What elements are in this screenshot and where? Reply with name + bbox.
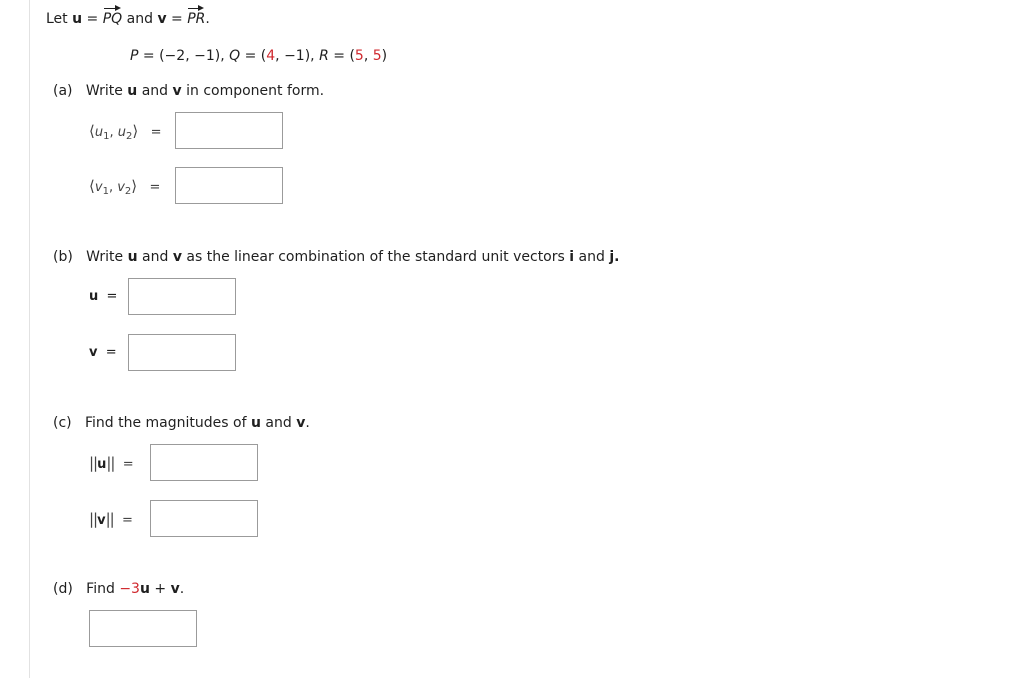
point-p-label: P [130,48,139,64]
part-b-tag: (b) [53,249,73,265]
point-q-value: (4, −1), [260,48,315,64]
part-b-row2-label: v = [89,345,117,360]
part-b-text-mid: as the linear combination of the standard unit vectors [186,249,565,265]
part-d-coefficient: −3 [119,581,140,597]
part-c-and: and [265,415,292,431]
vector-pq: PQ [102,11,123,27]
part-c-prompt [53,414,310,432]
part-b-i: i [569,249,575,265]
intro-equals: = [86,11,99,27]
points-definition [130,47,387,65]
part-d-v: v [170,581,180,597]
part-c-v: v [296,415,306,431]
part-b-v: v [172,249,182,265]
part-d-text-pre: Find [86,581,115,597]
intro-equals-2: = [171,11,183,27]
part-d-u: u [139,581,150,597]
point-r-y: 5 [372,48,382,64]
part-a-row2-label: $⟨v_1$, $v_2⟩$ = [89,177,161,197]
intro-and: and [126,11,153,27]
part-c-u: u [250,415,261,431]
part-a-row1-equals: = [150,125,162,140]
point-p-value: (−2, −1), [159,48,225,64]
part-b-and: and [142,249,169,265]
intro-v: v [157,11,167,27]
answer-input-v-magnitude[interactable] [150,500,258,537]
part-c-period: . [305,415,310,431]
part-c-row2-label: ||v|| = [89,510,133,528]
part-b-j: j [609,249,615,265]
answer-input-v-components[interactable] [175,167,283,204]
part-d-period: . [179,581,185,597]
intro-period: . [205,11,210,27]
part-a-prompt [53,82,324,100]
part-a-tag: (a) [53,83,73,99]
part-a-text-post: in component form. [186,83,325,99]
part-a-u: u [127,83,138,99]
part-a-row2-equals: = [149,180,161,195]
point-q-x: 4 [266,48,276,64]
intro-u: u [72,11,83,27]
answer-input-u-magnitude[interactable] [150,444,258,481]
point-q-equals: = [244,48,257,64]
part-b-prompt [53,248,619,266]
point-p-equals: = [142,48,155,64]
part-b-u: u [127,249,138,265]
part-a-row1-label: $⟨u_1$, $u_2⟩$ = [89,122,162,142]
point-q-label: Q [229,48,241,64]
part-b-row1-label: u = [89,289,118,304]
answer-input-u-ij[interactable] [128,278,236,315]
part-b-period: . [614,249,620,265]
part-b-and-2: and [578,249,605,265]
part-c-tag: (c) [53,415,72,431]
left-border-line [29,0,30,678]
intro-let: Let [46,11,68,27]
part-a-v: v [172,83,182,99]
part-d-prompt [53,580,184,598]
part-a-text-pre: Write [85,83,123,99]
point-r-label: R [319,48,329,64]
answer-input-linear-combo[interactable] [89,610,197,647]
part-d-tag: (d) [53,581,73,597]
part-c-text-pre: Find the magnitudes of [84,415,247,431]
answer-input-u-components[interactable] [175,112,283,149]
point-r-value: (5, 5) [349,48,388,64]
point-r-equals: = [333,48,345,64]
part-d-plus: + [154,581,167,597]
answer-input-v-ij[interactable] [128,334,236,371]
point-r-x: 5 [354,48,364,64]
part-b-text-pre: Write [86,249,124,265]
part-a-and: and [141,83,169,99]
part-c-row1-label: ||u|| = [89,454,134,472]
vector-pr: PR [187,11,206,27]
problem-intro [46,10,210,28]
